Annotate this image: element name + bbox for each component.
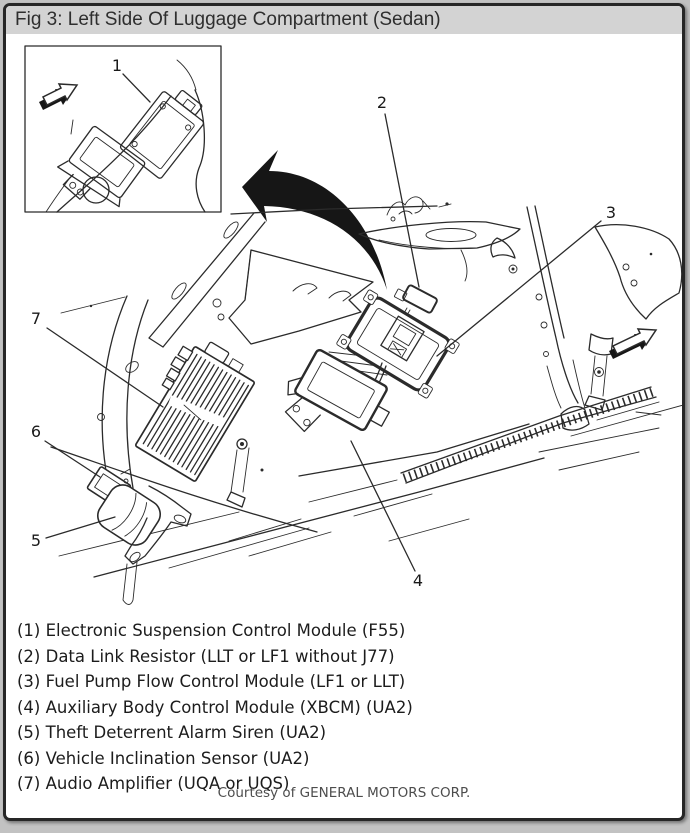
- courtesy-note: Courtesy of GENERAL MOTORS CORP.: [217, 785, 471, 801]
- legend-item-7: (7) Audio Amplifier (UQA or UQS): [17, 774, 290, 793]
- inset-direction-arrow-icon: [39, 84, 77, 110]
- leader-2: [385, 114, 419, 287]
- leader-1: [123, 74, 150, 102]
- callout-1: 1: [111, 56, 123, 75]
- leader-7: [47, 328, 163, 407]
- module-5-theft-siren: [92, 480, 191, 605]
- leader-4: [351, 441, 415, 571]
- quarter-panel: [585, 225, 682, 410]
- legend-item-6: (6) Vehicle Inclination Sensor (UA2): [17, 748, 310, 768]
- wheel-arch: [98, 296, 149, 497]
- direction-arrow-icon: [609, 329, 656, 359]
- callout-7: 7: [30, 309, 42, 328]
- legend-item-5: (5) Theft Deterrent Alarm Siren (UA2): [17, 723, 327, 742]
- amp-side-bracket: [227, 439, 264, 507]
- rear-shelf-panel: [231, 197, 520, 281]
- callout-3: 3: [605, 203, 617, 222]
- callout-2: 2: [376, 93, 388, 112]
- legend-item-4: (4) Auxiliary Body Control Module (XBCM) (UA2): [17, 697, 413, 717]
- module-1-esc-plate: [119, 81, 212, 179]
- legend-item-3: (3) Fuel Pump Flow Control Module (LF1 or LLT): [17, 672, 406, 691]
- legend-item-1: (1) Electronic Suspension Control Module (F55): [17, 621, 406, 640]
- inset-box: [25, 46, 221, 220]
- callout-4: 4: [412, 571, 424, 590]
- figure-titlebar: [6, 6, 682, 34]
- figure-frame: [3, 3, 685, 821]
- legend: [17, 618, 413, 797]
- c-pillar: [509, 206, 578, 403]
- figure-title: Fig 3: Left Side Of Luggage Compartment (Sedan): [15, 9, 441, 30]
- callout-6: 6: [30, 422, 42, 441]
- rotate-view-arrow-icon: [242, 150, 387, 290]
- callout-5: 5: [30, 531, 42, 550]
- figure-canvas: [6, 34, 685, 614]
- legend-item-2: (2) Data Link Resistor (LLT or LF1 without J77): [17, 646, 395, 666]
- module-7-audio-amplifier: [126, 330, 261, 481]
- leader-6: [45, 441, 100, 477]
